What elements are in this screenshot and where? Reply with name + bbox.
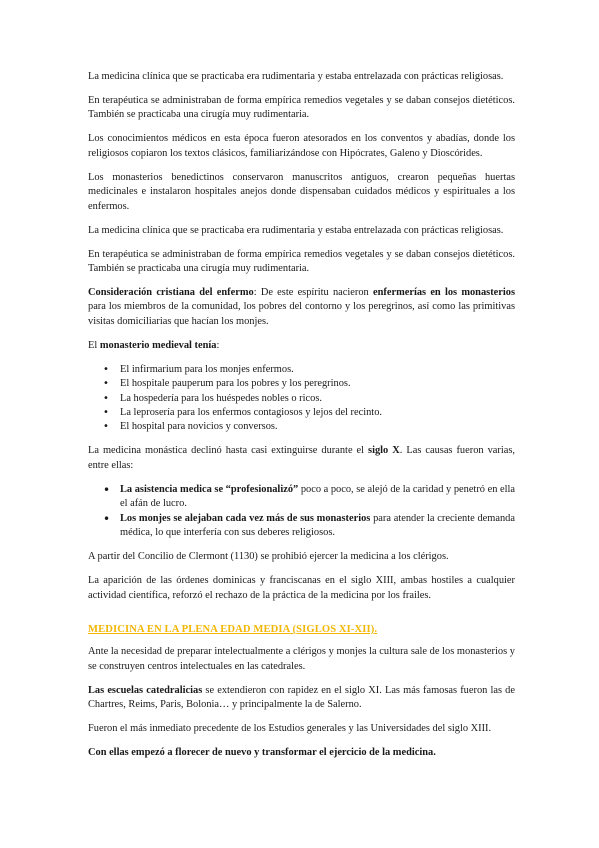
paragraph-cathedrals: Ante la necesidad de preparar intelectualmente a clérigos y monjes la cultura sale de los monasterios y se construyen centros intelectuales en las catedrales. bbox=[88, 646, 515, 672]
paragraph-clermont: A partir del Concilio de Clermont (1130) se prohibió ejercer la medicina a los clérigos. bbox=[88, 551, 449, 563]
paragraph-therapeutics-repeat: En terapéutica se administraban de forma empírica remedios vegetales y se daban consejos dietéticos. También se practicaba una cirugía muy rudimentaria. bbox=[88, 248, 515, 275]
bold-christian-consideration: Consideración cristiana del enfermo bbox=[88, 287, 254, 299]
paragraph-decline: La medicina monástica declinó hasta casi extinguirse durante el siglo X. Las causas fueron varias, entre ellas: bbox=[88, 445, 515, 471]
bold-century: siglo X bbox=[368, 445, 400, 457]
document-body bbox=[88, 70, 515, 770]
list-item: • La asistencia medica se “profesionalizó” poco a poco, se alejó de la caridad y penetró en ella el afán de lucro. bbox=[88, 483, 515, 512]
list-item: • El hospitale pauperum para los pobres y los peregrinos. bbox=[88, 377, 515, 391]
paragraph-precedent: Fueron el más inmediato precedente de los Estudios generales y las Universidades del siglo XIII. bbox=[88, 723, 492, 735]
bold-cathedral-schools: Las escuelas catedralicias bbox=[88, 684, 203, 696]
decline-causes-list bbox=[88, 483, 515, 541]
list-item: • Los monjes se alejaban cada vez más de sus monasterios para atender la creciente demanda médica, lo que interfería con sus deberes religiosos. bbox=[88, 512, 515, 541]
paragraph-christian-consideration: Consideración cristiana del enfermo: De este espíritu nacieron enfermerías en los monasterios para los miembros de la comunidad, los pobres del contorno y los peregrinos, así como las primitivas visitas domiciliarias que hacían los monjes. bbox=[88, 287, 515, 327]
list-item: • El infirmarium para los monjes enfermos. bbox=[88, 363, 515, 377]
paragraph-convents: Los conocimientos médicos en esta época fueron atesorados en los conventos y abadías, donde los religiosos copiaron los textos clásicos, familiarizándose con Hipócrates, Galeno y Dioscórides. bbox=[88, 133, 515, 159]
monastery-facilities-list bbox=[88, 363, 515, 435]
paragraph-cathedral-schools: Las escuelas catedralicias se extendieron con rapidez en el siglo XI. Las más famosas fueron las de Chartres, Reims, Paris, Bolonia… y principalmente la de Salerno. bbox=[88, 684, 515, 711]
paragraph-benedictine: Los monasterios benedictinos conservaron manuscritos antiguos, crearon pequeñas huertas medicinales e instalaron hospitales anejos donde dispensaban cuidados médicos y espirituales a los enfermos. bbox=[88, 171, 515, 212]
paragraph-therapeutics: En terapéutica se administraban de forma empírica remedios vegetales y se daban consejos dietéticos. También se practicaba una cirugía muy rudimentaria. bbox=[88, 95, 515, 121]
section-heading: MEDICINA EN LA PLENA EDAD MEDIA (SIGLOS XI-XII). bbox=[88, 623, 378, 635]
list-item: • La leprosería para los enfermos contagiosos y lejos del recinto. bbox=[88, 406, 515, 420]
paragraph-clinical-medicine: La medicina clínica que se practicaba era rudimentaria y estaba entrelazada con prácticas religiosas. bbox=[88, 71, 504, 82]
list-item: • La hospedería para los huéspedes nobles o ricos. bbox=[88, 392, 515, 406]
paragraph-clinical-medicine-repeat: La medicina clínica que se practicaba era rudimentaria y estaba entrelazada con prácticas religiosas. bbox=[88, 224, 504, 236]
bold-monastery: monasterio medieval tenía bbox=[99, 339, 217, 351]
paragraph-orders: La aparición de las órdenes dominicas y franciscanas en el siglo XIII, ambas hostiles a cualquier actividad científica, reforzó el rechazo de la práctica de la medicina por los frailes. bbox=[88, 575, 515, 601]
bold-infirmaries: enfermerías en los monasterios bbox=[373, 287, 515, 299]
paragraph-monastery-had: El monasterio medieval tenía: bbox=[88, 339, 220, 351]
list-item: • El hospital para novicios y conversos. bbox=[88, 420, 515, 434]
paragraph-conclusion: Con ellas empezó a florecer de nuevo y transformar el ejercicio de la medicina. bbox=[88, 747, 436, 759]
